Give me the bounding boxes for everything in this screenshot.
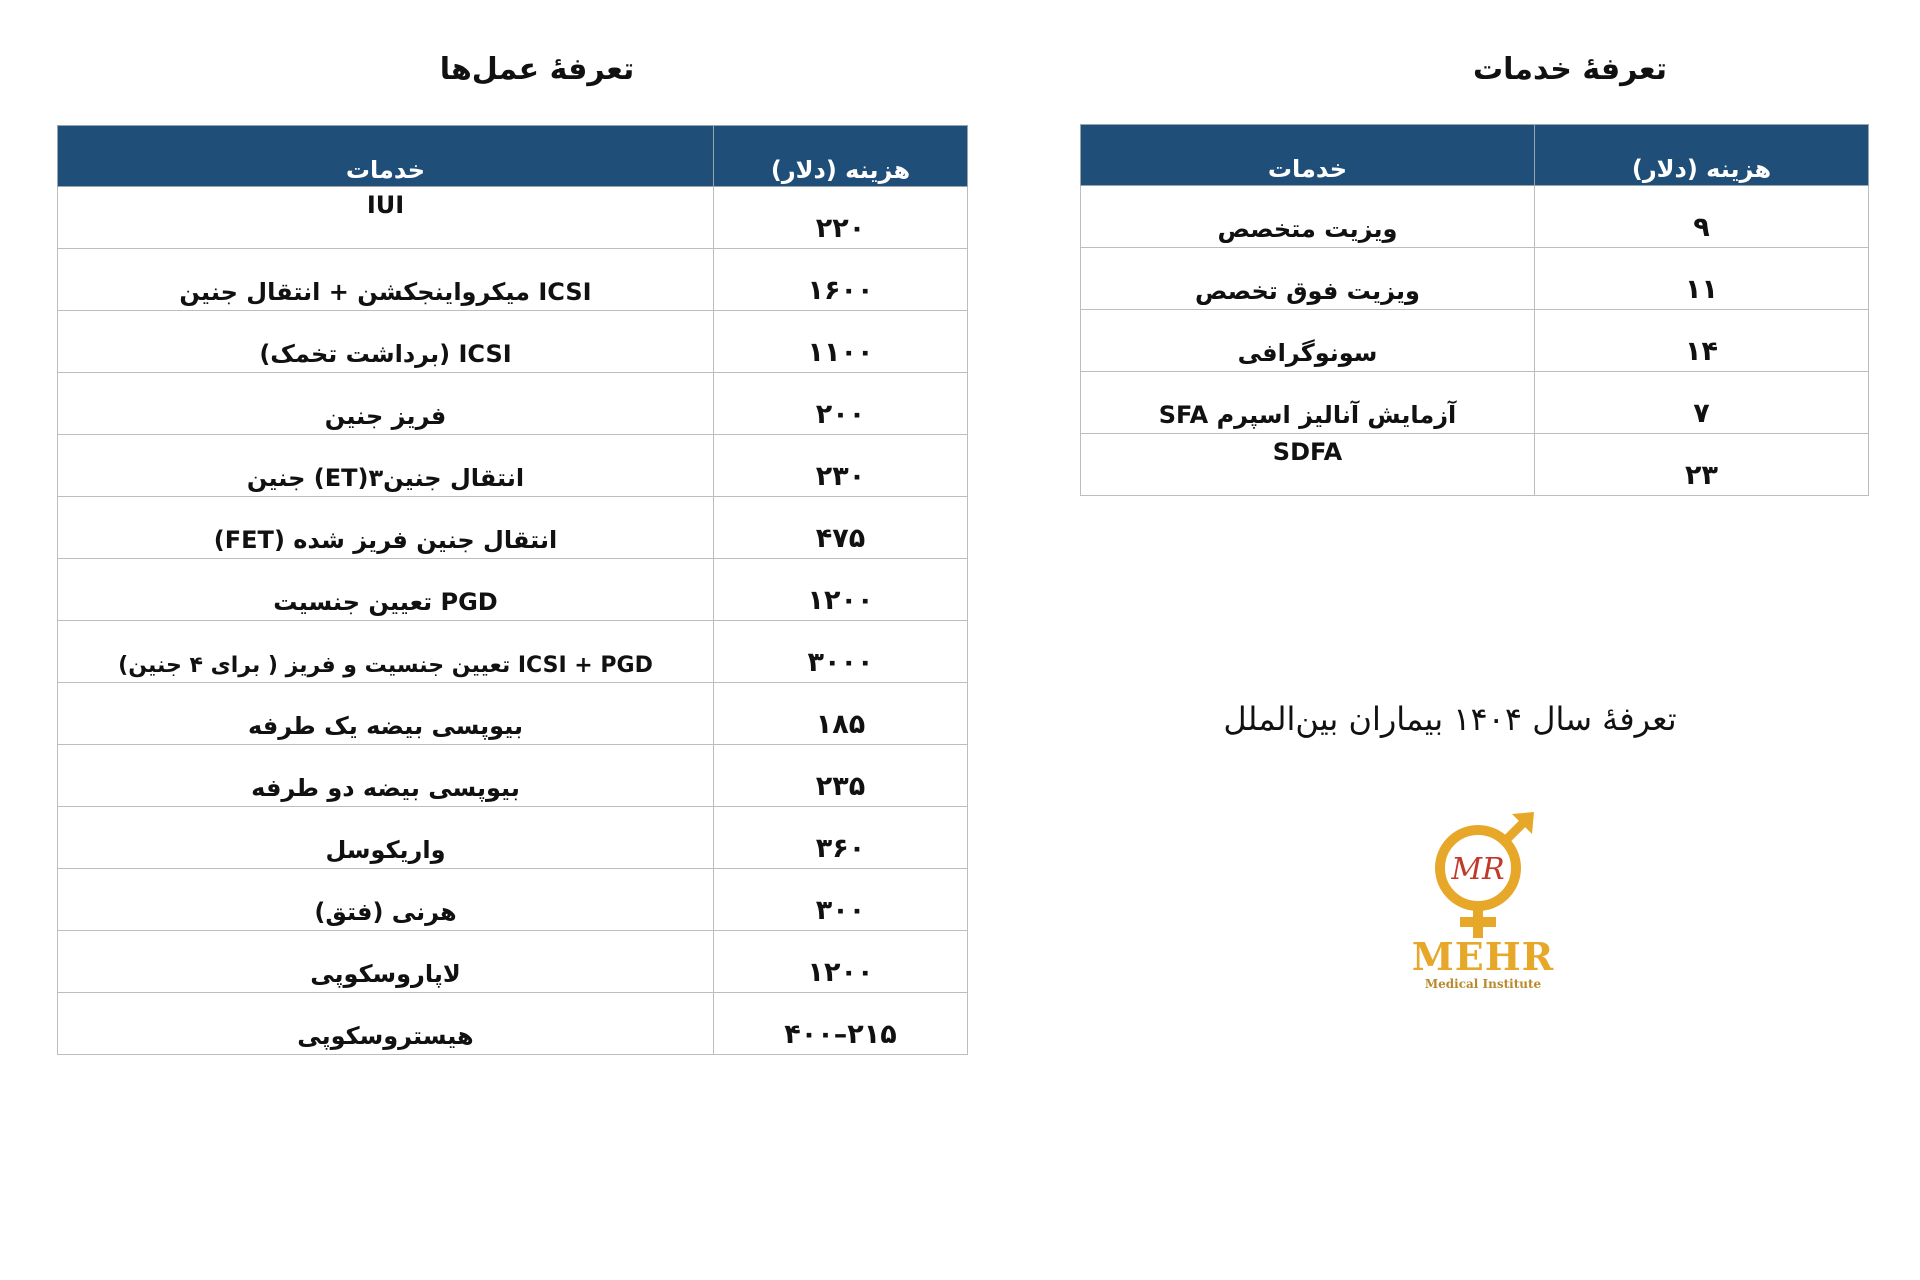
table-row bbox=[58, 745, 968, 807]
service-cost: ۲۳۰ bbox=[714, 435, 968, 497]
table-row bbox=[58, 807, 968, 869]
table-row bbox=[58, 497, 968, 559]
cost-column-header: هزینه (دلار) bbox=[1535, 125, 1869, 186]
services-tariff-title: تعرفهٔ خدمات bbox=[1472, 52, 1668, 87]
service-column-header: خدمات bbox=[1081, 125, 1535, 186]
service-name: انتقال جنین۳(ET) جنین bbox=[58, 435, 714, 497]
service-name: انتقال جنین فریز شده (FET) bbox=[58, 497, 714, 559]
service-cost: ۱۱ bbox=[1535, 248, 1869, 310]
table-row bbox=[58, 869, 968, 931]
operations-tariff-table bbox=[57, 125, 968, 1055]
table-row bbox=[58, 311, 968, 373]
logo-monogram: MR bbox=[1451, 852, 1505, 887]
table-row bbox=[1081, 310, 1869, 372]
services-tariff-table bbox=[1080, 124, 1869, 496]
table-row bbox=[1081, 186, 1869, 248]
service-cost: ۳۰۰ bbox=[714, 869, 968, 931]
service-cost: ۱۲۰۰ bbox=[714, 931, 968, 993]
service-name: هیستروسکوپی bbox=[58, 993, 714, 1055]
service-cost: ۱۶۰۰ bbox=[714, 249, 968, 311]
service-name: آزمایش آنالیز اسپرم SFA bbox=[1081, 372, 1535, 434]
table-row bbox=[58, 993, 968, 1055]
table-row bbox=[1081, 372, 1869, 434]
table-row bbox=[58, 435, 968, 497]
service-cost: ۱۲۰۰ bbox=[714, 559, 968, 621]
logo-name: MEHR bbox=[1411, 934, 1555, 979]
cost-column-header: هزینه (دلار) bbox=[714, 126, 968, 187]
service-cost: ۲۳۵ bbox=[714, 745, 968, 807]
service-cost: ۷ bbox=[1535, 372, 1869, 434]
service-name: واریکوسل bbox=[58, 807, 714, 869]
table-header-row bbox=[1081, 125, 1869, 186]
service-name: SDFA bbox=[1081, 434, 1535, 496]
table-row bbox=[1081, 434, 1869, 496]
service-name: ویزیت متخصص bbox=[1081, 186, 1535, 248]
service-name: IUI bbox=[58, 187, 714, 249]
logo-subtitle: Medical Institute bbox=[1424, 977, 1542, 991]
service-cost: ۲۱۵–۴۰۰ bbox=[714, 993, 968, 1055]
service-cost: ۹ bbox=[1535, 186, 1869, 248]
service-name: لاپاروسکوپی bbox=[58, 931, 714, 993]
table-row bbox=[58, 187, 968, 249]
service-cost: ۲۲۰ bbox=[714, 187, 968, 249]
table-row bbox=[58, 559, 968, 621]
service-cost: ۱۴ bbox=[1535, 310, 1869, 372]
service-cost: ۲۰۰ bbox=[714, 373, 968, 435]
service-name: ICSI + PGD تعیین جنسیت و فریز ( برای ۴ جنین) bbox=[58, 621, 714, 683]
table-row bbox=[58, 621, 968, 683]
service-name: ویزیت فوق تخصص bbox=[1081, 248, 1535, 310]
service-name: ICSI (برداشت تخمک) bbox=[58, 311, 714, 373]
service-cost: ۱۱۰۰ bbox=[714, 311, 968, 373]
service-cost: ۲۳ bbox=[1535, 434, 1869, 496]
service-name: سونوگرافی bbox=[1081, 310, 1535, 372]
venus-mars-icon bbox=[1408, 812, 1558, 938]
service-name: فریز جنین bbox=[58, 373, 714, 435]
international-patients-notice: تعرفهٔ سال ۱۴۰۴ بیماران بین‌الملل bbox=[1223, 700, 1677, 738]
service-name: بیوپسی بیضه یک طرفه bbox=[58, 683, 714, 745]
service-cost: ۴۷۵ bbox=[714, 497, 968, 559]
service-column-header: خدمات bbox=[58, 126, 714, 187]
table-row bbox=[58, 373, 968, 435]
table-row bbox=[58, 683, 968, 745]
service-cost: ۳۶۰ bbox=[714, 807, 968, 869]
service-cost: ۳۰۰۰ bbox=[714, 621, 968, 683]
table-row bbox=[1081, 248, 1869, 310]
table-header-row bbox=[58, 126, 968, 187]
operations-tariff-title: تعرفهٔ عمل‌ها bbox=[439, 52, 635, 87]
service-cost: ۱۸۵ bbox=[714, 683, 968, 745]
mehr-logo bbox=[1408, 812, 1558, 1002]
table-row bbox=[58, 931, 968, 993]
service-name: هرنی (فتق) bbox=[58, 869, 714, 931]
service-name: PGD تعیین جنسیت bbox=[58, 559, 714, 621]
table-row bbox=[58, 249, 968, 311]
service-name: بیوپسی بیضه دو طرفه bbox=[58, 745, 714, 807]
service-name: ICSI میکرواینجکشن + انتقال جنین bbox=[58, 249, 714, 311]
